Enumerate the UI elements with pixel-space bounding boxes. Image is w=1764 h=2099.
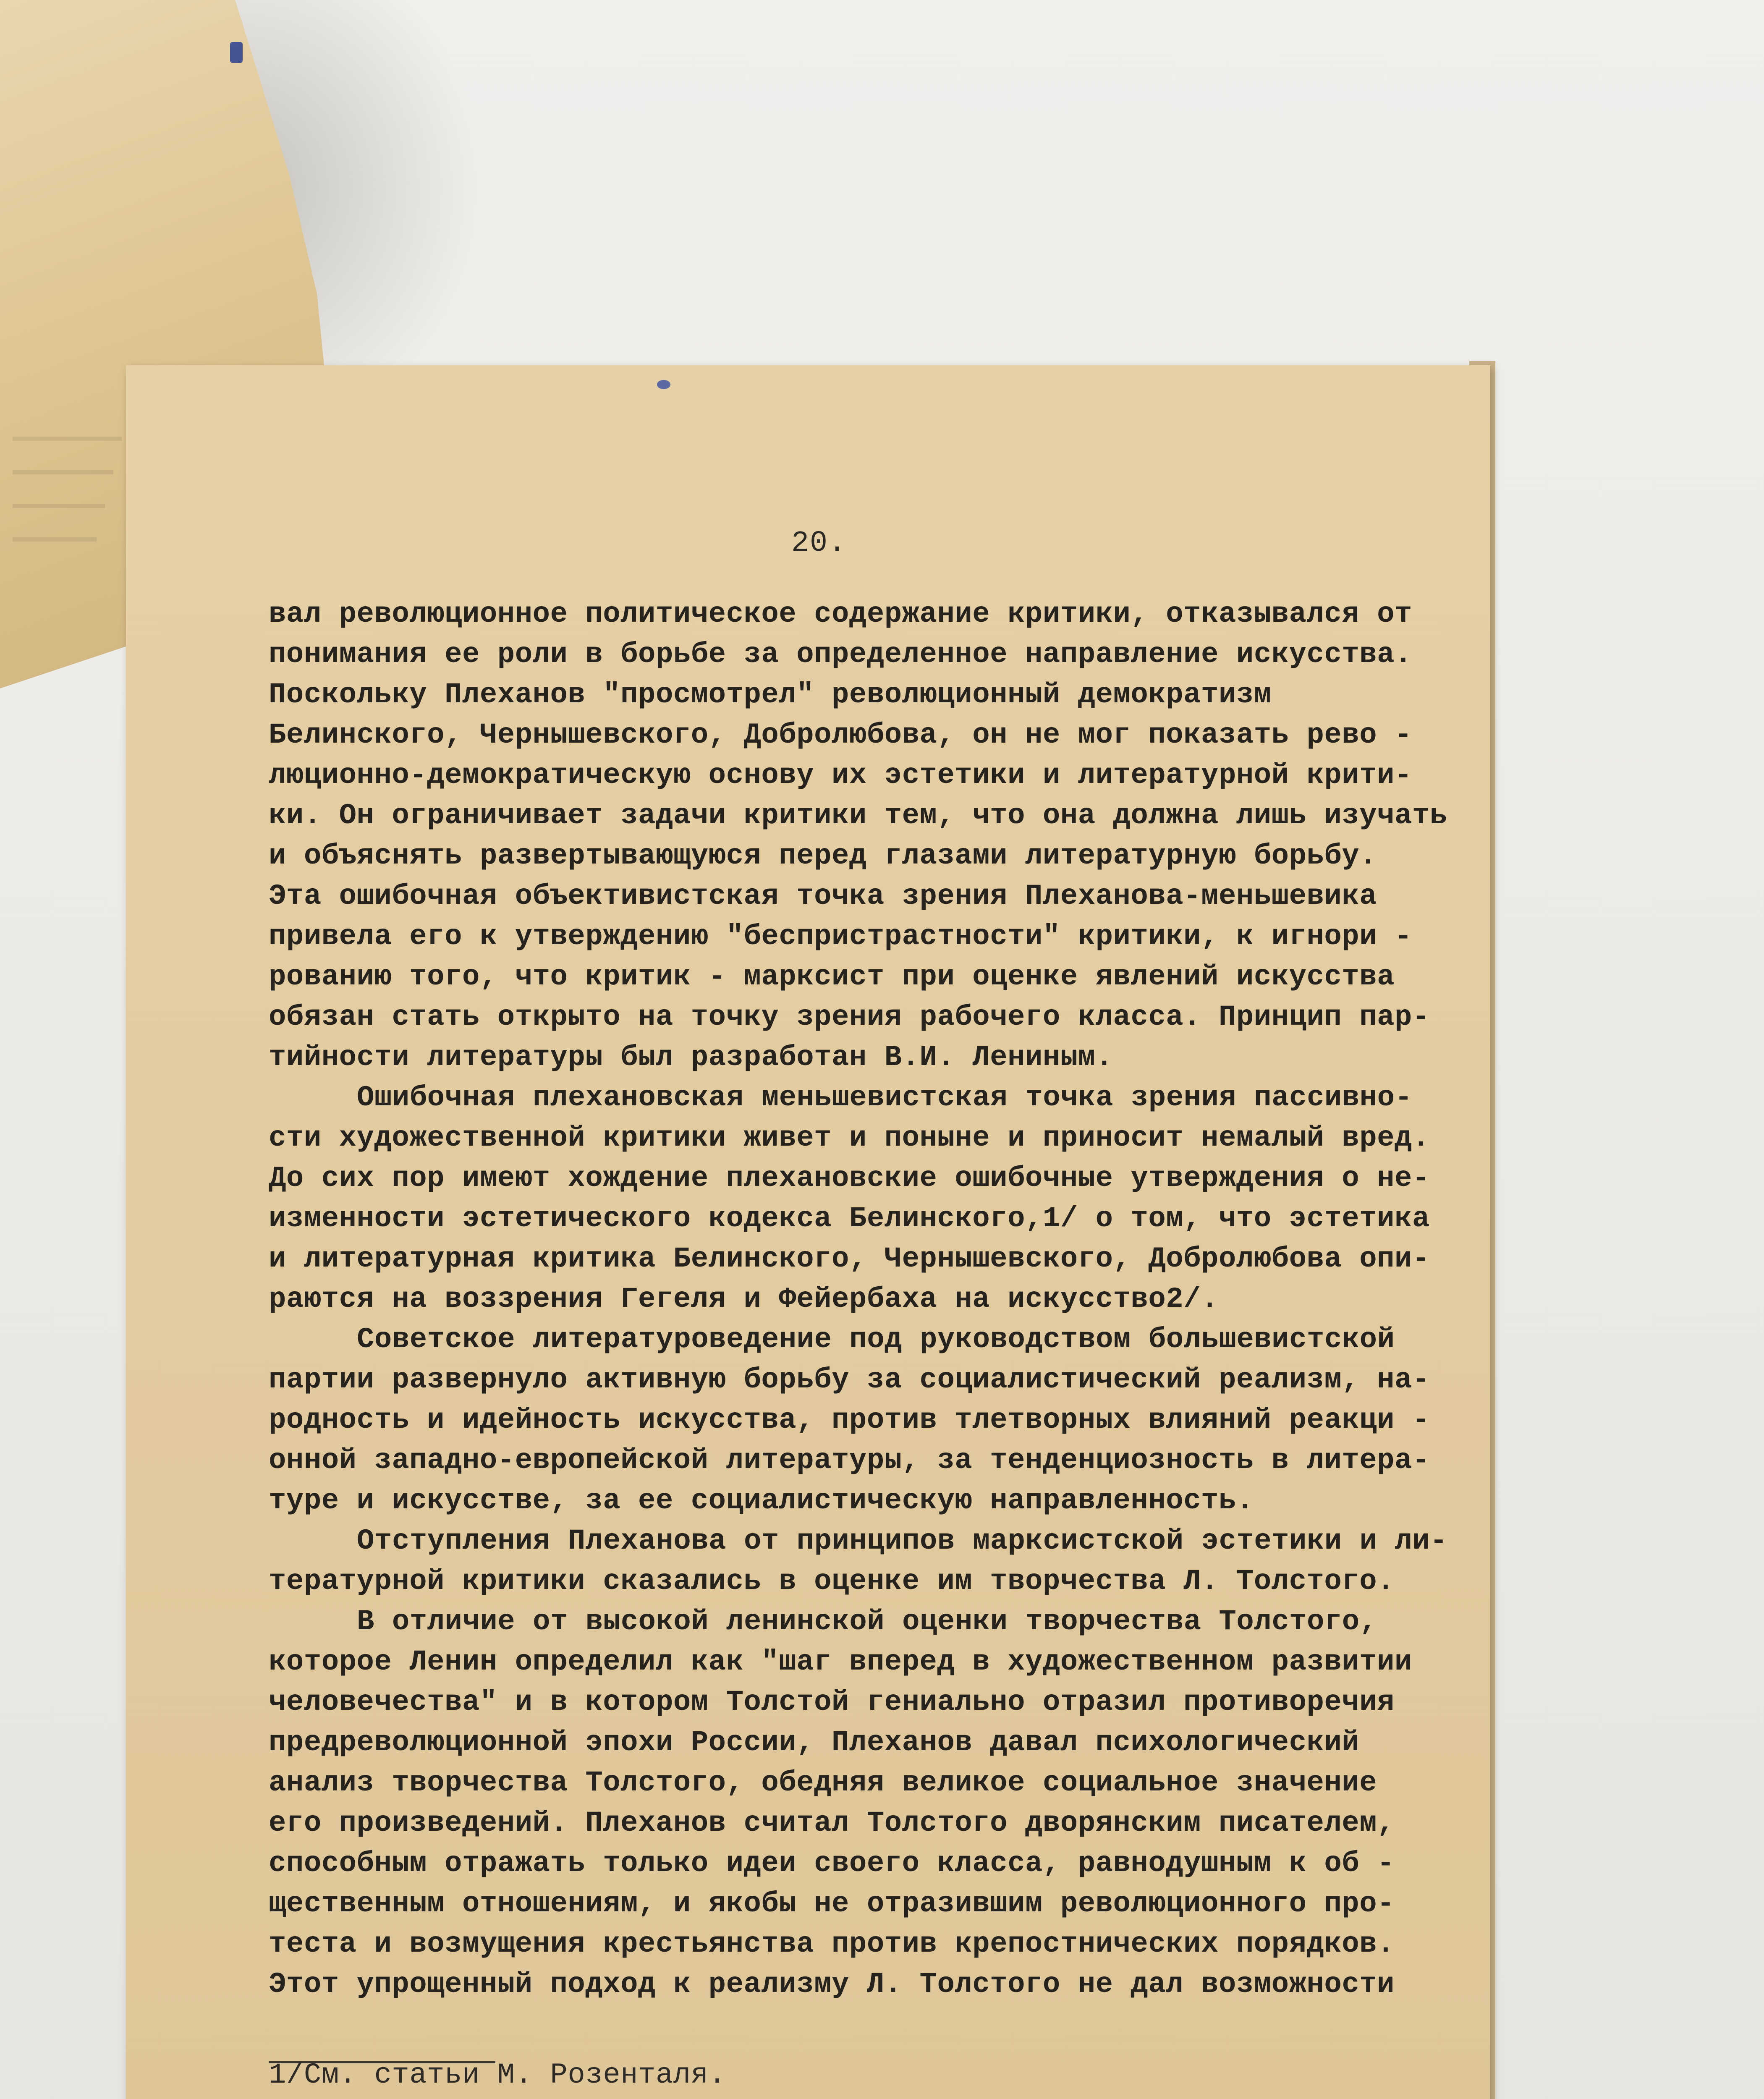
body-line: и литературная критика Белинского, Чернышевского, Добролюбова опи- — [269, 1243, 1430, 1275]
body-line: люционно-демократическую основу их эстетики и литературной крити- — [269, 759, 1412, 792]
page-number: 20. — [791, 527, 847, 560]
body-line: щественным отношениям, и якобы не отразившим революционного про- — [269, 1887, 1395, 1920]
body-line: До сих пор имеют хождение плехановские ошибочные утверждения о не- — [269, 1162, 1430, 1195]
body-line: предреволюционной эпохи России, Плеханов давал психологический — [269, 1726, 1360, 1759]
body-line: Белинского, Чернышевского, Добролюбова, он не мог показать рево - — [269, 719, 1412, 751]
faint-text-line — [13, 437, 122, 441]
body-line: онной западно-европейской литературы, за тенденциозность в литера- — [269, 1444, 1430, 1477]
body-line: Эта ошибочная объективистская точка зрения Плеханова-меньшевика — [269, 880, 1377, 913]
faint-text-line — [13, 470, 113, 474]
body-line: тийности литературы был разработан В.И. Лениным. — [269, 1041, 1113, 1074]
body-line: Советское литературоведение под руководством большевистской — [357, 1323, 1395, 1356]
faint-text-line — [13, 504, 105, 508]
body-line: понимания ее роли в борьбе за определенное направление искусства. — [269, 638, 1412, 671]
body-line: вал революционное политическое содержание критики, отказывался от — [269, 598, 1412, 631]
body-line: которое Ленин определил как "шаг вперед в художественном развитии — [269, 1646, 1412, 1678]
body-line: ки. Он ограничивает задачи критики тем, что она должна лишь изучать — [269, 799, 1447, 832]
body-line: Поскольку Плеханов "просмотрел" революционный демократизм — [269, 678, 1272, 711]
body-line: обязан стать открыто на точку зрения рабочего класса. Принцип пар- — [269, 1001, 1430, 1034]
body-line: способным отражать только идеи своего класса, равнодушным к об - — [269, 1847, 1395, 1880]
body-line: тературной критики сказались в оценке им творчества Л. Толстого. — [269, 1565, 1395, 1598]
body-line: родность и идейность искусства, против тлетворных влияний реакци - — [269, 1404, 1430, 1437]
body-line: анализ творчества Толстого, обедняя великое социальное значение — [269, 1767, 1377, 1799]
body-line: рованию того, что критик - марксист при оценке явлений искусства — [269, 961, 1395, 993]
body-line: теста и возмущения крестьянства против крепостнических порядков. — [269, 1928, 1395, 1960]
ink-mark — [230, 42, 243, 63]
body-line: Этот упрощенный подход к реализму Л. Толстого не дал возможности — [269, 1968, 1395, 2001]
body-line: В отличие от высокой ленинской оценки творчества Толстого, — [357, 1605, 1377, 1638]
footnote-line: 1/См. статьи М. Розенталя. — [269, 2059, 726, 2091]
body-line: сти художественной критики живет и поныне и приносит немалый вред. — [269, 1122, 1430, 1154]
body-line: его произведений. Плеханов считал Толстого дворянским писателем, — [269, 1807, 1395, 1840]
body-line: изменности эстетического кодекса Белинского,1/ о том, что эстетика — [269, 1202, 1430, 1235]
body-line: и объяснять развертывающуюся перед глазами литературную борьбу. — [269, 840, 1377, 872]
body-line: привела его к утверждению "беспристрастности" критики, к игнори - — [269, 920, 1412, 953]
body-line: раются на воззрения Гегеля и Фейербаха на искусство2/. — [269, 1283, 1219, 1316]
body-line: Отступления Плеханова от принципов марксистской эстетики и ли- — [357, 1525, 1448, 1557]
body-line: человечества" и в котором Толстой гениально отразил противоречия — [269, 1686, 1395, 1719]
body-line: Ошибочная плехановская меньшевистская точка зрения пассивно- — [357, 1081, 1413, 1114]
body-line: туре и искусстве, за ее социалистическую направленность. — [269, 1484, 1254, 1517]
stamp-mark — [657, 380, 670, 389]
body-line: партии развернуло активную борьбу за социалистический реализм, на- — [269, 1364, 1430, 1396]
faint-text-line — [13, 537, 97, 542]
footnote-line — [269, 2095, 1272, 2099]
